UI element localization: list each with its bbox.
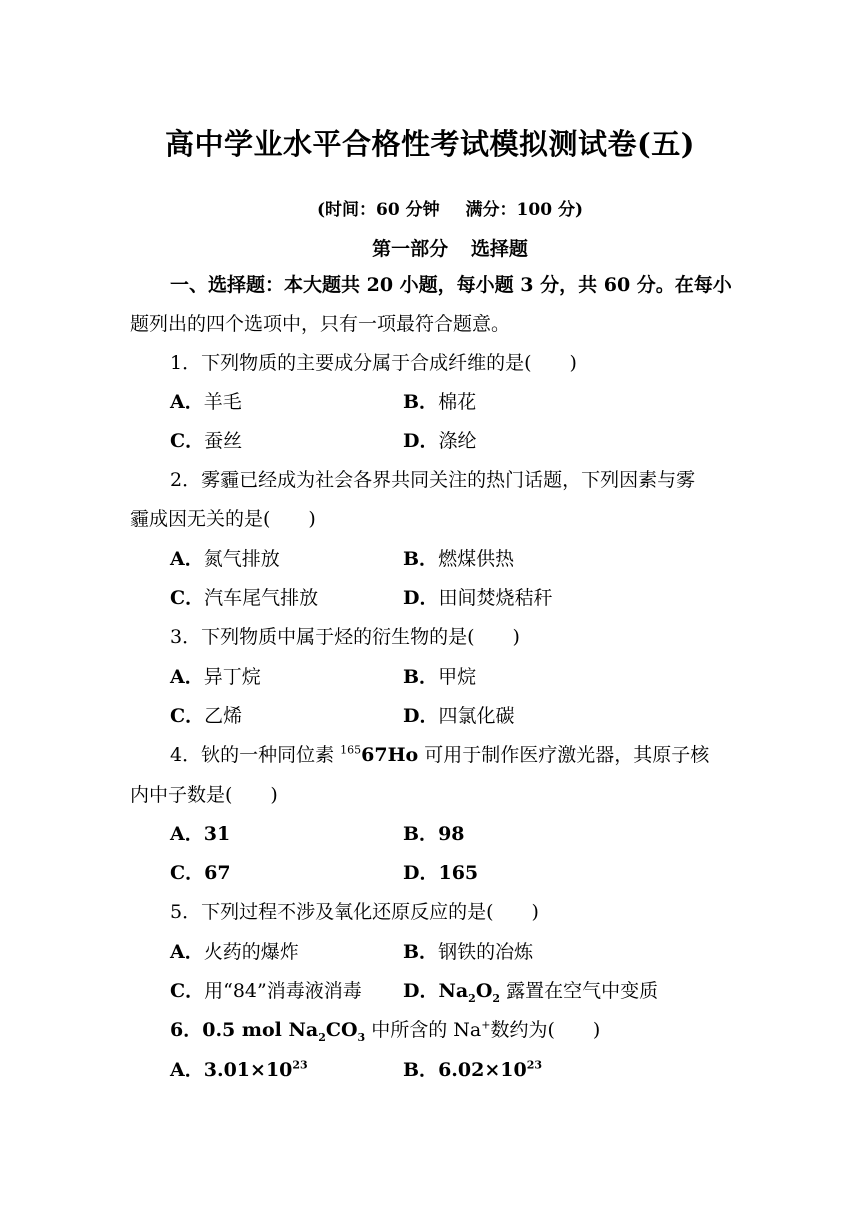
question-5-option-b[interactable] bbox=[403, 943, 533, 962]
option-letter: B． bbox=[403, 666, 439, 688]
stem-text: 中所含的 Na bbox=[365, 1019, 482, 1041]
option-letter: A． bbox=[170, 666, 204, 688]
option-text: 燃煤供热 bbox=[438, 548, 515, 570]
option-letter: C． bbox=[170, 587, 205, 609]
question-4-stem-line-1 bbox=[170, 743, 710, 766]
question-4-stem-line-2: 内中子数是( ) bbox=[130, 784, 278, 806]
question-3-stem: 3．下列物质中属于烃的衍生物的是( ) bbox=[170, 626, 520, 648]
option-text: 乙烯 bbox=[204, 705, 243, 727]
question-2-stem-line-2: 霾成因无关的是( ) bbox=[130, 508, 316, 530]
question-3-option-c[interactable] bbox=[170, 707, 242, 726]
exponent: 23 bbox=[526, 1058, 543, 1072]
section-name: 选择题 bbox=[470, 238, 528, 260]
question-2-option-a[interactable] bbox=[170, 550, 280, 569]
option-letter: C． bbox=[170, 430, 205, 452]
option-text: 四氯化碳 bbox=[438, 705, 515, 727]
question-3-option-d[interactable] bbox=[403, 707, 515, 726]
option-letter: B． bbox=[403, 391, 439, 413]
option-letter: B． bbox=[403, 823, 439, 845]
option-letter: B． bbox=[403, 548, 439, 570]
exam-meta bbox=[0, 195, 860, 220]
option-text: 涤纶 bbox=[438, 430, 477, 452]
question-5-option-c[interactable] bbox=[170, 982, 362, 1001]
option-letter: B． bbox=[403, 941, 439, 963]
question-4-option-a[interactable] bbox=[170, 825, 230, 844]
option-letter: A． bbox=[170, 1059, 204, 1081]
option-letter: A． bbox=[170, 548, 204, 570]
question-5-option-a[interactable] bbox=[170, 943, 299, 962]
section-heading bbox=[0, 234, 860, 261]
option-text: 露置在空气中变质 bbox=[500, 980, 659, 1002]
option-text: 氮气排放 bbox=[203, 548, 280, 570]
option-text: 165 bbox=[438, 862, 479, 884]
option-text: 31 bbox=[203, 823, 231, 845]
option-letter: A． bbox=[170, 391, 204, 413]
option-letter: C． bbox=[170, 980, 205, 1002]
option-letter: A． bbox=[170, 823, 204, 845]
option-letter: D． bbox=[403, 587, 439, 609]
charge: + bbox=[481, 1018, 491, 1032]
option-text: 田间焚烧秸秆 bbox=[438, 587, 553, 609]
option-letter: B． bbox=[403, 1059, 439, 1081]
question-2-option-c[interactable] bbox=[170, 589, 318, 608]
option-text: 甲烷 bbox=[438, 666, 477, 688]
question-6-option-b[interactable] bbox=[403, 1058, 543, 1081]
option-letter: A． bbox=[170, 941, 204, 963]
question-2-option-b[interactable] bbox=[403, 550, 514, 569]
option-text: 6.02×10 bbox=[438, 1059, 527, 1081]
exam-title: 高中学业水平合格性考试模拟测试卷(五) bbox=[165, 127, 695, 161]
time-limit: (时间：60 分钟 bbox=[317, 200, 440, 220]
option-letter: C． bbox=[170, 862, 205, 884]
option-text: 羊毛 bbox=[203, 391, 242, 413]
option-text: 火药的爆炸 bbox=[203, 941, 299, 963]
option-letter: D． bbox=[403, 980, 439, 1002]
option-text: 3.01×10 bbox=[203, 1059, 293, 1081]
question-3-option-b[interactable] bbox=[403, 668, 476, 687]
question-4-option-d[interactable] bbox=[403, 864, 478, 883]
formula-na: Na bbox=[438, 980, 469, 1002]
question-2-stem-line-1: 2．雾霾已经成为社会各界共同关注的热门话题，下列因素与雾 bbox=[170, 469, 696, 491]
question-4-option-c[interactable] bbox=[170, 864, 231, 883]
full-score: 满分：100 分) bbox=[465, 200, 583, 220]
question-1-option-b[interactable] bbox=[403, 393, 476, 412]
formula-sub: 2 bbox=[318, 1030, 326, 1044]
question-4-option-b[interactable] bbox=[403, 825, 465, 844]
option-text: 67 bbox=[204, 862, 231, 884]
stem-text: 可用于制作医疗激光器，其原子核 bbox=[418, 744, 710, 766]
option-text: 异丁烷 bbox=[203, 666, 261, 688]
question-5-option-d[interactable] bbox=[403, 980, 659, 1005]
isotope-symbol: 67Ho bbox=[361, 744, 419, 766]
question-2-option-d[interactable] bbox=[403, 589, 553, 608]
mass-number: 165 bbox=[340, 743, 362, 757]
question-6-stem bbox=[170, 1018, 601, 1044]
instruction-line-2: 题列出的四个选项中，只有一项最符合题意。 bbox=[130, 313, 511, 335]
option-letter: D． bbox=[403, 430, 439, 452]
option-letter: C． bbox=[170, 705, 205, 727]
exponent: 23 bbox=[292, 1058, 308, 1072]
question-1-option-a[interactable] bbox=[170, 393, 242, 412]
option-text: 钢铁的冶炼 bbox=[438, 941, 534, 963]
question-5-stem: 5．下列过程不涉及氧化还原反应的是( ) bbox=[170, 901, 539, 923]
option-text: 汽车尾气排放 bbox=[204, 587, 319, 609]
option-text: 蚕丝 bbox=[204, 430, 243, 452]
question-3-option-a[interactable] bbox=[170, 668, 261, 687]
formula-sub: 3 bbox=[357, 1030, 366, 1044]
question-1-option-c[interactable] bbox=[170, 432, 242, 451]
question-6-option-a[interactable] bbox=[170, 1058, 308, 1081]
option-letter: D． bbox=[403, 862, 439, 884]
option-text: 用“84”消毒液消毒 bbox=[204, 980, 362, 1002]
formula-o: O bbox=[475, 980, 493, 1002]
stem-text: 4．钬的一种同位素 bbox=[170, 744, 341, 766]
formula-co: CO bbox=[325, 1019, 358, 1041]
option-text: 98 bbox=[438, 823, 465, 845]
stem-text: 6．0.5 mol Na bbox=[170, 1019, 319, 1041]
instruction-line-1: 一、选择题：本大题共 20 小题，每小题 3 分，共 60 分。在每小 bbox=[170, 274, 732, 296]
option-text: 棉花 bbox=[438, 391, 477, 413]
formula-sub: 2 bbox=[492, 991, 501, 1005]
formula-sub: 2 bbox=[468, 991, 476, 1005]
section-part: 第一部分 bbox=[372, 238, 449, 260]
question-1-option-d[interactable] bbox=[403, 432, 477, 451]
stem-text: 数约为( ) bbox=[490, 1019, 601, 1041]
question-1-stem: 1．下列物质的主要成分属于合成纤维的是( ) bbox=[170, 352, 577, 374]
option-letter: D． bbox=[403, 705, 439, 727]
